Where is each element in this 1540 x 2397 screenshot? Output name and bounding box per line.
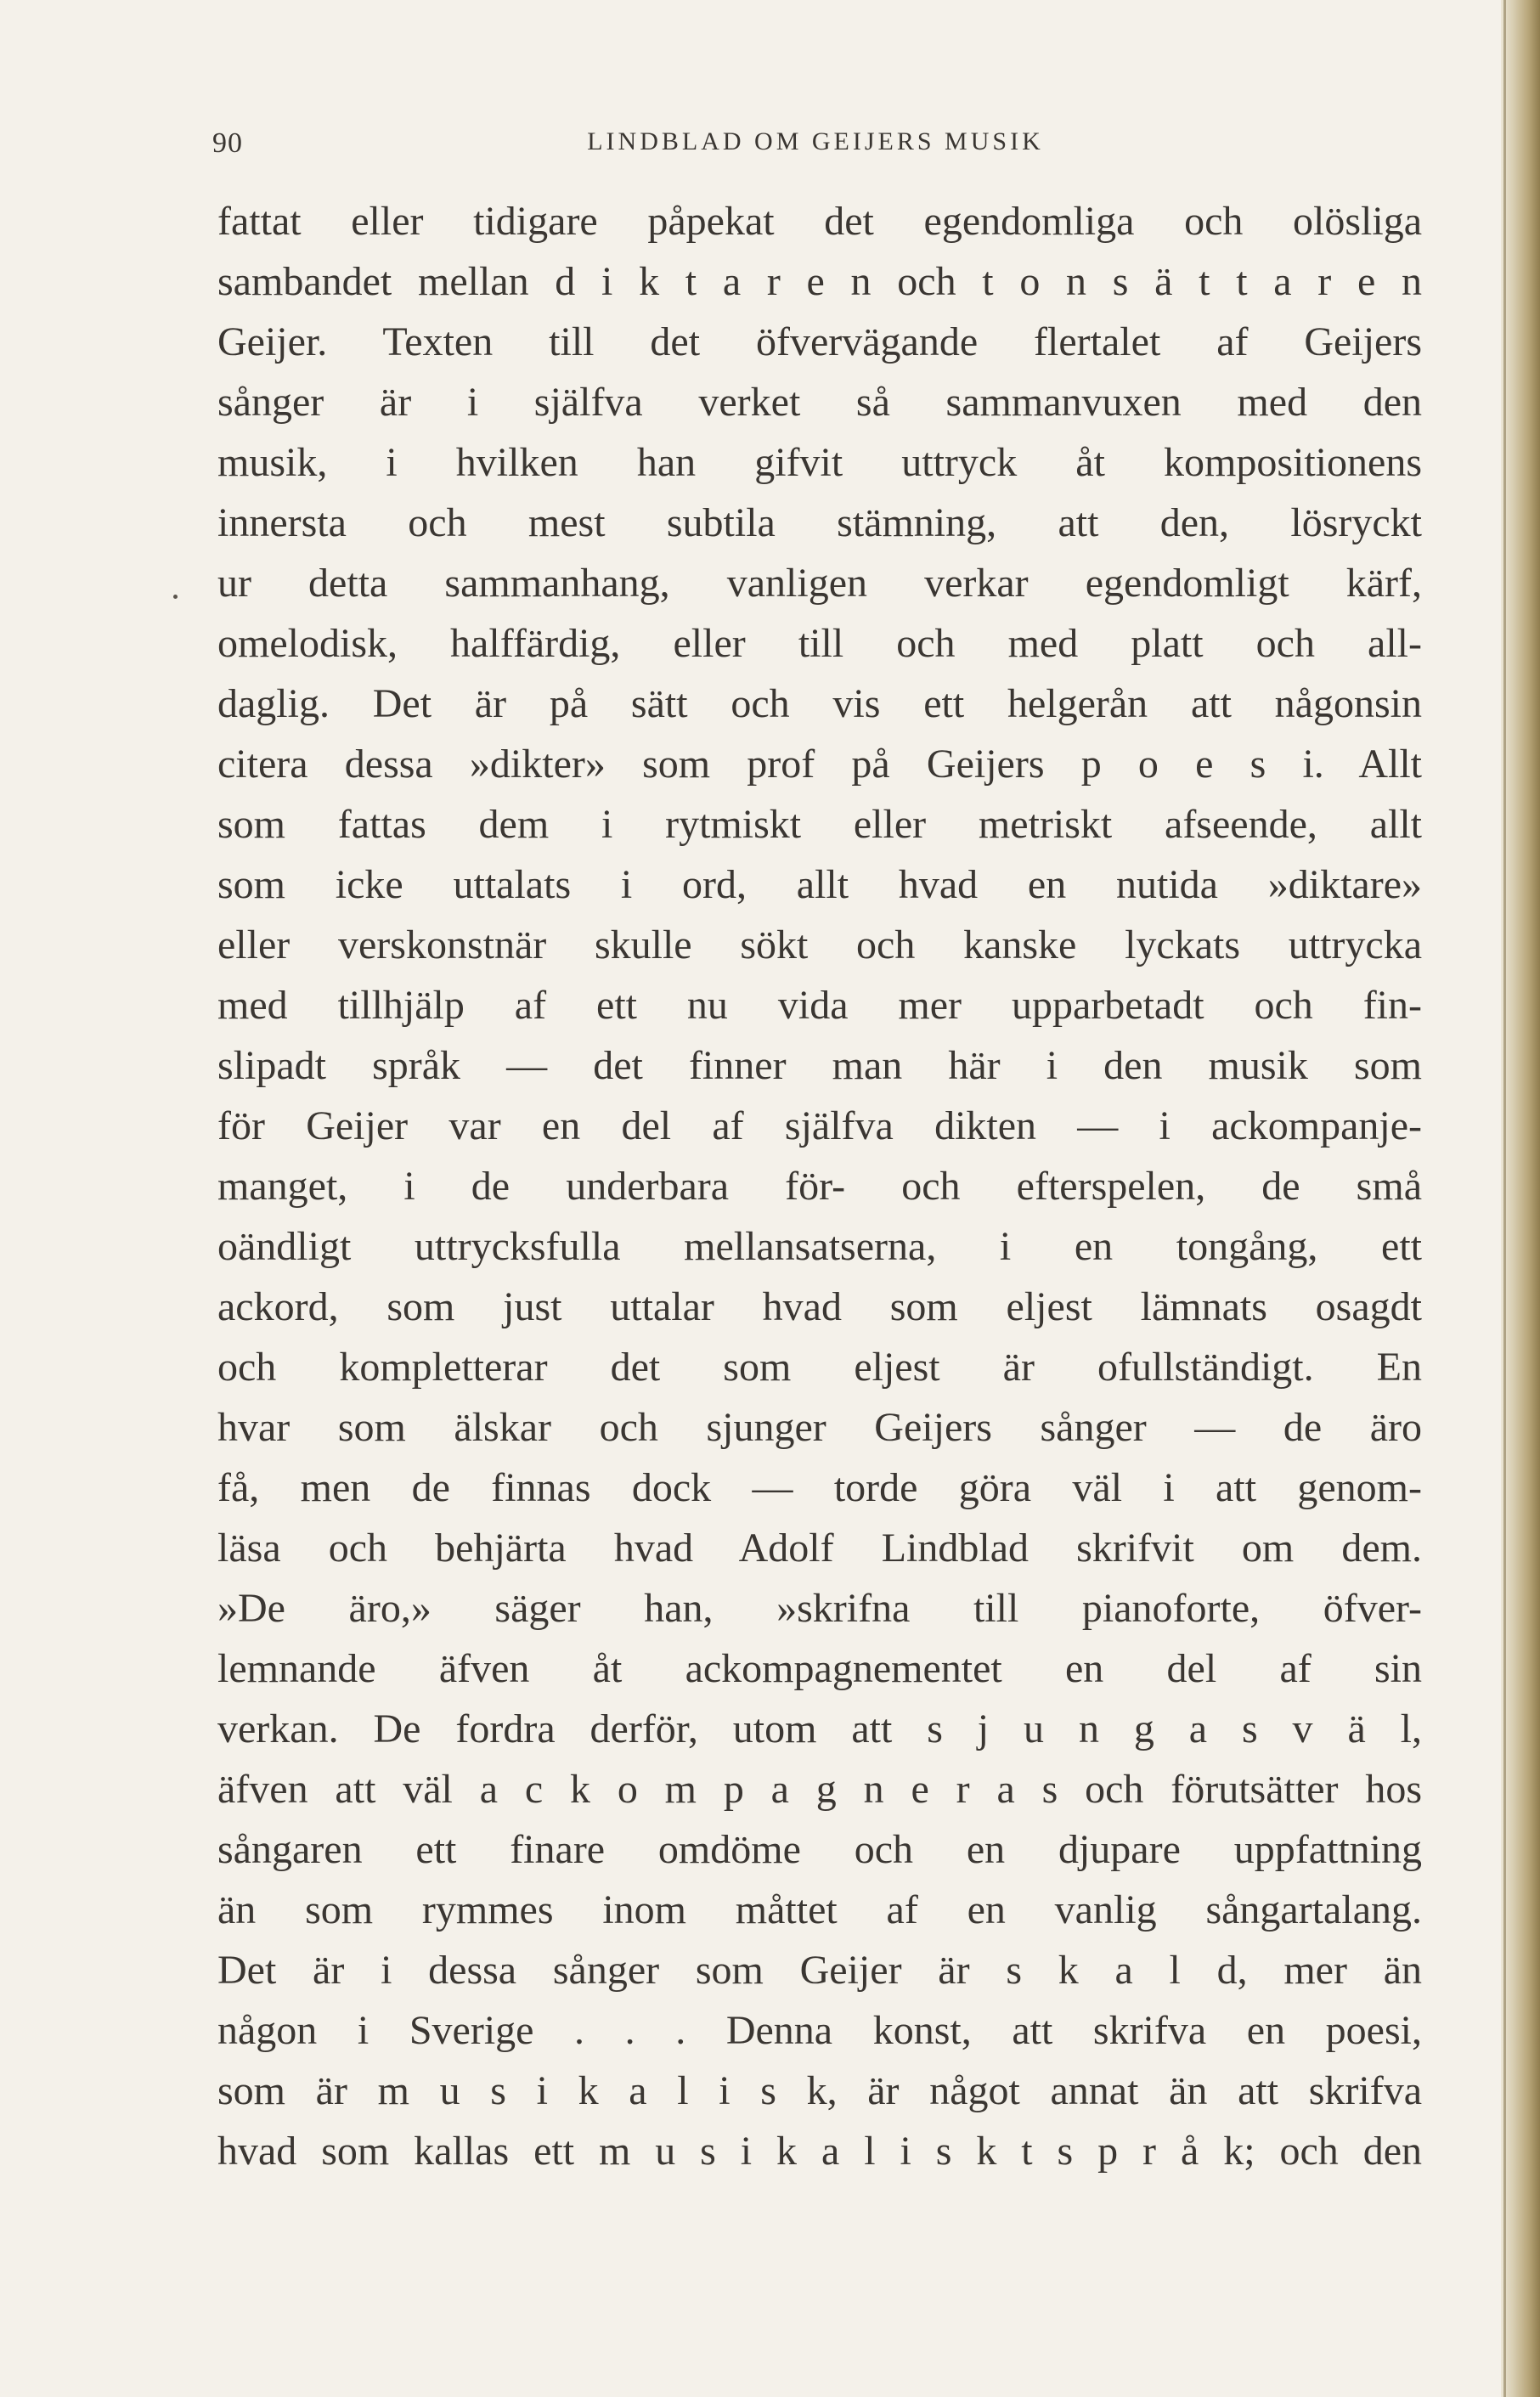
text-line: lemnande äfven åt ackompagnementet en del af sin xyxy=(217,1646,1422,1691)
page-edge-line xyxy=(1503,0,1506,2397)
text-line: citera dessa »dikter» som prof på Geijers p o e s i. Allt xyxy=(217,742,1422,787)
text-line: eller verskonstnär skulle sökt och kanske lyckats uttrycka xyxy=(217,922,1422,967)
page-header xyxy=(212,127,1419,178)
text-line: som fattas dem i rytmiskt eller metriskt afseende, allt xyxy=(217,802,1422,847)
page-edge xyxy=(1501,0,1540,2397)
body-text xyxy=(217,191,1422,2181)
text-line: musik, i hvilken han gifvit uttryck åt kompositionens xyxy=(217,440,1422,485)
text-line: oändligt uttrycksfulla mellansatserna, i en tongång, ett xyxy=(217,1224,1422,1269)
text-line: verkan. De fordra derför, utom att s j u n g a s v ä l, xyxy=(217,1706,1422,1751)
text-line: för Geijer var en del af själfva dikten — i ackompanje- xyxy=(217,1103,1422,1148)
text-line: sångaren ett finare omdöme och en djupare uppfattning xyxy=(217,1827,1422,1872)
text-line: med tillhjälp af ett nu vida mer upparbetadt och fin- xyxy=(217,983,1422,1028)
text-line: än som rymmes inom måttet af en vanlig sångartalang. xyxy=(217,1887,1422,1932)
text-line: fattat eller tidigare påpekat det egendomliga och olösliga xyxy=(217,199,1422,244)
text-line: få, men de finnas dock — torde göra väl i att genom- xyxy=(217,1465,1422,1510)
text-line: slipadt språk — det finner man här i den musik som xyxy=(217,1043,1422,1088)
text-line: sånger är i själfva verket så sammanvuxen med den xyxy=(217,380,1422,425)
text-line: sambandet mellan d i k t a r e n och t o n s ä t t a r e n xyxy=(217,259,1422,304)
text-line: innersta och mest subtila stämning, att den, lösryckt xyxy=(217,500,1422,545)
text-line: och kompletterar det som eljest är ofullständigt. En xyxy=(217,1345,1422,1390)
text-line: »De äro,» säger han, »skrifna till pianoforte, öfver- xyxy=(217,1586,1422,1631)
text-line: Det är i dessa sånger som Geijer är s k a l d, mer än xyxy=(217,1948,1422,1993)
text-line: Geijer. Texten till det öfvervägande flertalet af Geijers xyxy=(217,319,1422,364)
text-line: manget, i de underbara för- och efterspelen, de små xyxy=(217,1164,1422,1209)
text-line: hvar som älskar och sjunger Geijers sånger — de äro xyxy=(217,1405,1422,1450)
page-number: 90 xyxy=(212,127,243,159)
running-head: LINDBLAD OM GEIJERS MUSIK xyxy=(587,127,1044,155)
text-line: läsa och behjärta hvad Adolf Lindblad skrifvit om dem. xyxy=(217,1526,1422,1571)
text-line: äfven att väl a c k o m p a g n e r a s och förutsätter hos xyxy=(217,1767,1422,1812)
text-line: som icke uttalats i ord, allt hvad en nutida »diktare» xyxy=(217,862,1422,907)
text-line: daglig. Det är på sätt och vis ett helgerån att någonsin xyxy=(217,681,1422,726)
text-line: omelodisk, halffärdig, eller till och med platt och all- xyxy=(217,621,1422,666)
text-line: ackord, som just uttalar hvad som eljest lämnats osagdt xyxy=(217,1284,1422,1329)
text-line: som är m u s i k a l i s k, är något annat än att skrifva xyxy=(217,2068,1422,2113)
text-line: hvad som kallas ett m u s i k a l i s k t s p r å k; och den xyxy=(217,2129,1422,2174)
text-line: ur detta sammanhang, vanligen verkar egendomligt kärf, xyxy=(217,561,1422,606)
text-line: någon i Sverige . . . Denna konst, att skrifva en poesi, xyxy=(217,2008,1422,2053)
margin-mark xyxy=(173,595,178,599)
